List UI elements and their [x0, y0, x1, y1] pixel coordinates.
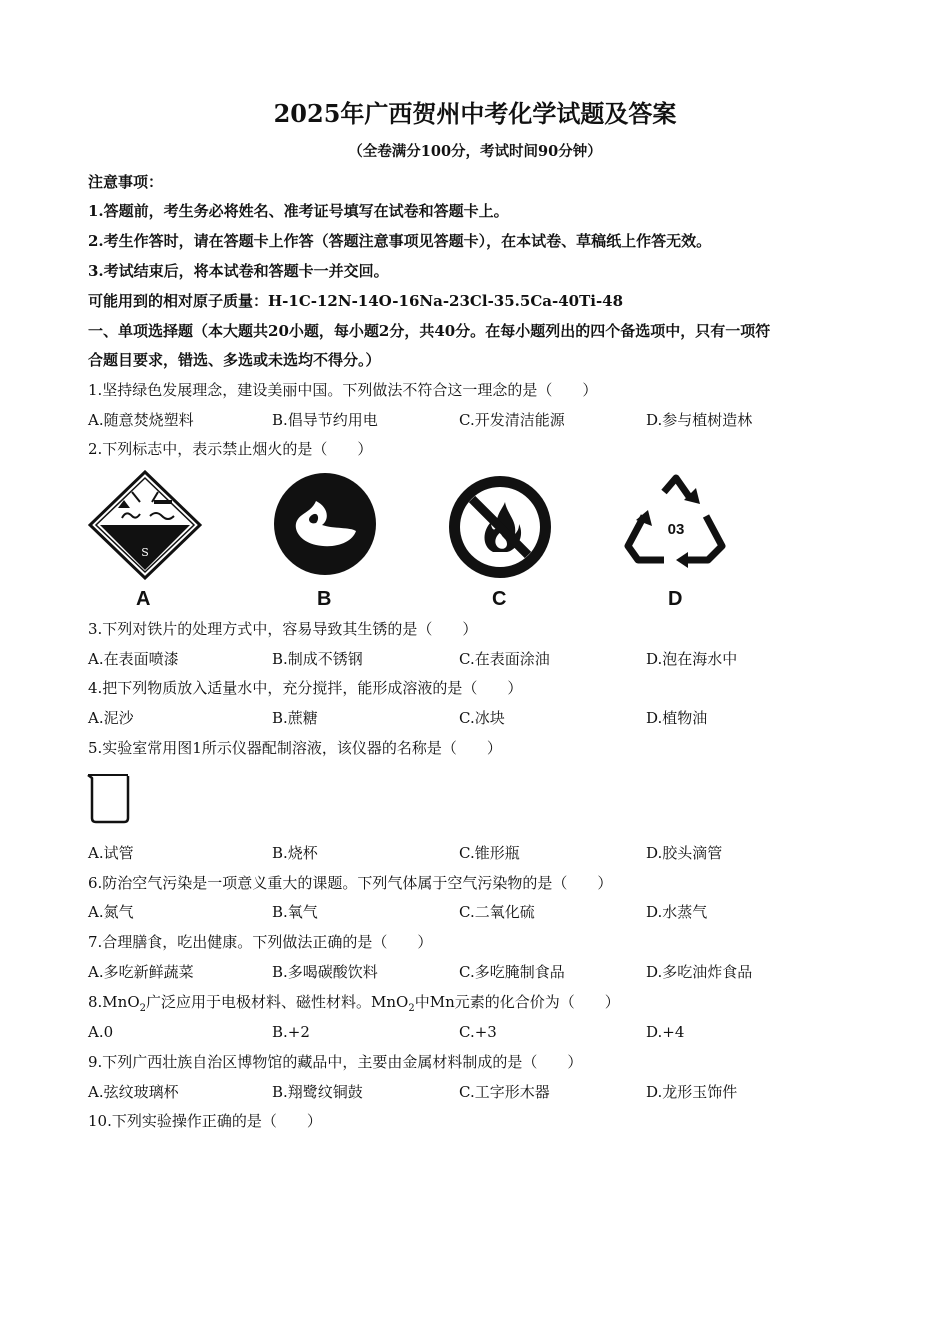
- option-a: A.泥沙: [88, 709, 134, 727]
- option-b: B.+2: [272, 1023, 310, 1041]
- note-item: 3.考试结束后，将本试卷和答题卡一并交回。: [88, 262, 389, 280]
- page-subtitle: （全卷满分100分，考试时间90分钟）: [348, 143, 602, 160]
- atomic-masses: 可能用到的相对原子质量：H-1C-12N-14O-16Na-23Cl-35.5Ca-40Ti-48: [88, 292, 624, 310]
- page-title: 2025年广西贺州中考化学试题及答案: [273, 99, 677, 128]
- option-a: A.在表面喷漆: [88, 650, 179, 668]
- no-fire-icon: [447, 474, 553, 580]
- question-stem: 1.坚持绿色发展理念，建设美丽中国。下列做法不符合这一理念的是（ ）: [88, 381, 598, 399]
- question-stem: 5.实验室常用图1所示仪器配制溶液，该仪器的名称是（ ）: [88, 739, 502, 757]
- sign-label-a: A: [136, 588, 151, 610]
- water-drop-icon: [272, 471, 378, 577]
- option-c: C.冰块: [459, 709, 505, 727]
- option-c: C.工字形木器: [459, 1083, 550, 1101]
- question-stem: 6.防治空气污染是一项意义重大的课题。下列气体属于空气污染物的是（ ）: [88, 874, 613, 892]
- question-stem: 8.MnO$_2$广泛应用于电极材料、磁性材料。MnO$_2$中Mn元素的化合价为（ ）: [88, 993, 620, 1014]
- option-d: D.龙形玉饰件: [646, 1083, 738, 1101]
- question-stem: 4.把下列物质放入适量水中，充分搅拌，能形成溶液的是（ ）: [88, 679, 523, 697]
- option-b: B.翔鹭纹铜鼓: [272, 1083, 363, 1101]
- question-stem: 3.下列对铁片的处理方式中，容易导致其生锈的是（ ）: [88, 620, 478, 638]
- option-b: B.蔗糖: [272, 709, 318, 727]
- option-b: B.倡导节约用电: [272, 411, 378, 429]
- recycle-icon: [624, 474, 728, 572]
- option-c: C.+3: [459, 1023, 497, 1041]
- option-a: A.试管: [88, 844, 134, 862]
- note-item: 1.答题前，考生务必将姓名、准考证号填写在试卷和答题卡上。: [88, 202, 509, 220]
- sign-label-c: C: [492, 588, 507, 610]
- question-stem: 2.下列标志中，表示禁止烟火的是（ ）: [88, 440, 373, 458]
- option-d: D.水蒸气: [646, 903, 708, 921]
- section-heading-cont: 合题目要求，错选、多选或未选均不得分。）: [88, 351, 381, 369]
- option-c: C.锥形瓶: [459, 844, 520, 862]
- option-d: D.泡在海水中: [646, 650, 738, 668]
- option-a: A.0: [88, 1023, 114, 1041]
- option-d: D.参与植树造林: [646, 411, 753, 429]
- option-d: D.+4: [646, 1023, 685, 1041]
- question-stem: 10.下列实验操作正确的是（ ）: [88, 1112, 322, 1130]
- option-b: B.多喝碳酸饮料: [272, 963, 378, 981]
- section-heading: 一、单项选择题（本大题共20小题，每小题2分，共40分。在每小题列出的四个备选项中，只有一项符: [88, 322, 771, 340]
- option-d: D.多吃油炸食品: [646, 963, 753, 981]
- notes-heading: 注意事项：: [88, 173, 164, 191]
- option-b: B.氧气: [272, 903, 318, 921]
- option-c: C.开发清洁能源: [459, 411, 565, 429]
- corrosive-hazard-icon: [88, 470, 202, 580]
- question-stem: 9.下列广西壮族自治区博物馆的藏品中，主要由金属材料制成的是（ ）: [88, 1053, 583, 1071]
- option-a: A.随意焚烧塑料: [88, 411, 194, 429]
- option-d: D.胶头滴管: [646, 844, 723, 862]
- option-c: C.在表面涂油: [459, 650, 550, 668]
- option-c: C.多吃腌制食品: [459, 963, 565, 981]
- option-b: B.制成不锈钢: [272, 650, 363, 668]
- option-d: D.植物油: [646, 709, 708, 727]
- question-stem: 7.合理膳食，吃出健康。下列做法正确的是（ ）: [88, 933, 433, 951]
- option-a: A.氮气: [88, 903, 134, 921]
- option-a: A.弦纹玻璃杯: [88, 1083, 179, 1101]
- note-item: 2.考生作答时，请在答题卡上作答（答题注意事项见答题卡），在本试卷、草稿纸上作答无效。: [88, 232, 712, 250]
- option-a: A.多吃新鲜蔬菜: [88, 963, 194, 981]
- option-c: C.二氧化硫: [459, 903, 535, 921]
- option-b: B.烧杯: [272, 844, 318, 862]
- beaker-icon: [86, 772, 132, 824]
- recycle-code: 03: [667, 521, 685, 538]
- corrosive-mark: S: [141, 546, 149, 559]
- sign-label-d: D: [668, 588, 683, 610]
- sign-label-b: B: [317, 588, 332, 610]
